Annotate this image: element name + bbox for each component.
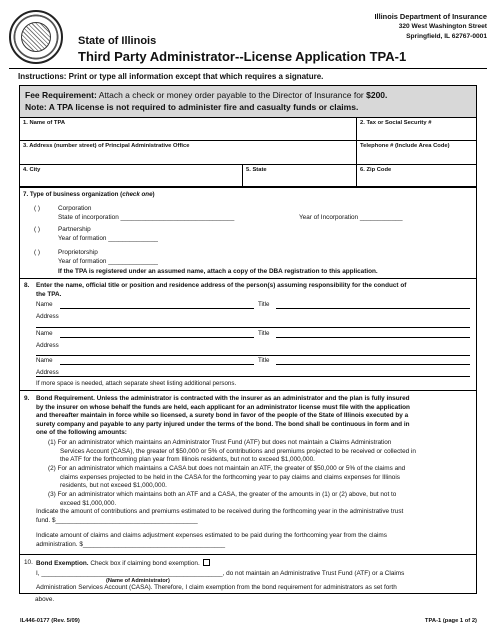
person1-title-label: Title [258, 301, 270, 308]
person2-title-label: Title [258, 330, 270, 337]
corporation-checkbox[interactable]: ( ) [34, 205, 41, 212]
zip-field[interactable]: 6. Zip Code [360, 167, 392, 173]
person2-title-line[interactable] [276, 337, 470, 338]
bond-item-1-line-1: Services Account (CASA), the greater of $50,000 or 5% of contributions and premiums projected to be received or collected in [60, 447, 416, 455]
bond-item-3-line-1: exceed $1,000,000. [60, 499, 117, 507]
exemption-text-line3: above. [35, 596, 55, 603]
atf-amount-field[interactable]: fund. $________________________________________ [36, 517, 198, 524]
bond-exemption-heading: Bond Exemption. Check box if claiming bond exemption. [36, 559, 210, 569]
exemption-text-line2: Administration Services Account (CASA). Therefore, I claim exemption from the bond requirement for administrators as set forth [36, 584, 397, 591]
fee-text: Attach a check or money order payable to the Director of Insurance for [98, 90, 367, 100]
bond-item-2-line-2: residents, but not exceed $1,000,000. [60, 482, 167, 489]
more-space-note: If more space is needed, attach separate sheet listing additional persons. [36, 380, 237, 387]
department-address [374, 12, 487, 41]
person1-name-label: Name [36, 301, 53, 308]
bond-item-1-line-2: the ATF for the forthcoming plan year from Illinois residents, but not to exceed $1,000,000. [60, 456, 315, 463]
telephone-field[interactable]: Telephone # (Include Area Code) [360, 143, 450, 149]
dept-street: 320 West Washington Street [398, 23, 487, 31]
person2-address-line[interactable] [36, 355, 470, 356]
form-title: Third Party Administrator--License Application TPA-1 [78, 49, 407, 64]
bond-line-1: by the insurer on whose behalf the funds are held, each applicant for an administrator license must file with the application [36, 403, 410, 411]
partnership-label: Partnership [58, 226, 91, 233]
dba-note: If the TPA is registered under an assumed name, attach a copy of the DBA registration to this application. [58, 268, 378, 275]
bond-item-2-line-1: claims expenses projected to be held in the CASA for the forthcoming year to pay claims and claims expenses for Illinois [60, 473, 400, 481]
person3-name-line[interactable] [60, 364, 254, 365]
section-bond-exemption [20, 555, 476, 594]
person3-title-label: Title [258, 357, 270, 364]
section8-number: 8. [24, 282, 30, 289]
state-incorporation-field[interactable]: State of incorporation ________________________________ [58, 214, 235, 221]
dept-city: Springfield, IL 62767-0001 [406, 32, 487, 40]
main-sections-box [19, 187, 477, 594]
fee-note: Note: A TPA license is not required to administer fire and casualty funds or claims. [25, 102, 359, 113]
proprietorship-year-field[interactable]: Year of formation ______________ [58, 258, 158, 265]
proprietorship-checkbox[interactable]: ( ) [34, 249, 41, 256]
person2-name-line[interactable] [60, 337, 254, 338]
instructions: Instructions: Print or type all information except that which requires a signature. [18, 72, 324, 81]
person1-address-line[interactable] [36, 327, 470, 328]
fee-label: Fee Requirement: [25, 90, 97, 100]
person3-address-line[interactable] [36, 376, 470, 377]
tax-ssn-field[interactable]: 2. Tax or Social Security # [360, 120, 432, 126]
person1-name-line[interactable] [60, 308, 254, 309]
person3-title-line[interactable] [276, 364, 470, 365]
partnership-checkbox[interactable]: ( ) [34, 226, 41, 233]
section8-text1: Enter the name, official title or position and residence address of the person(s) assuming responsibility for the conduct of [36, 282, 407, 289]
section-bond-requirement [20, 391, 476, 555]
dept-name: Illinois Department of Insurance [374, 12, 487, 21]
tpa-name-field[interactable]: 1. Name of TPA [20, 118, 357, 140]
corporation-label: Corporation [58, 205, 92, 212]
administrator-name-caption: (Name of Administrator) [106, 578, 170, 584]
form-id: IL446-0177 (Rev. 5/09) [20, 618, 80, 624]
bond-item-1-line-0: (1) For an administrator which maintains an Administrator Trust Fund (ATF) but does not maintain a Claims Administration [48, 439, 392, 446]
person1-title-line[interactable] [276, 308, 470, 309]
bond-item-2-line-0: (2) For an administrator which maintains a CASA but does not maintain an ATF, the greater of $50,000 or 5% of the claims and [48, 465, 406, 472]
person2-address-label: Address [36, 342, 59, 349]
fee-requirement-box [19, 85, 477, 117]
section9-number: 9. [24, 395, 30, 402]
bond-item-3-line-0: (3) For an administrator which maintains both an ATF and a CASA, the greater of the amounts in (1) or (2) above, but not to [48, 491, 397, 498]
state-name: State of Illinois [78, 35, 157, 47]
section8-text2: the TPA. [36, 291, 62, 298]
proprietorship-label: Proprietorship [58, 249, 98, 256]
person3-name-label: Name [36, 357, 53, 364]
person3-address-label: Address [36, 369, 59, 376]
state-field[interactable]: 5. State [243, 165, 357, 187]
seal-center [21, 22, 51, 52]
atf-amount-text: Indicate the amount of contributions and premiums estimated to be received during the forthcoming year in the administrative trust [36, 508, 404, 515]
business-org-heading: 7. Type of business organization (check one) [23, 191, 155, 198]
person1-address-label: Address [36, 313, 59, 320]
bond-line-2: and thereafter maintain in force while so licensed, a surety bond in favor of the people of the State of Illinois executed by a [36, 412, 409, 419]
section-responsible-persons [20, 279, 476, 391]
partnership-year-field[interactable]: Year of formation ______________ [58, 235, 158, 242]
city-field[interactable]: 4. City [20, 165, 243, 187]
address-field[interactable]: 3. Address (number street) of Principal Administrative Office [20, 141, 357, 164]
header-divider [9, 68, 487, 69]
casa-amount-text: Indicate amount of claims and claims adjustment expenses estimated to be paid during the forthcoming year from the claims [36, 532, 387, 539]
section-business-org [20, 188, 476, 279]
person2-name-label: Name [36, 330, 53, 337]
bond-exemption-checkbox[interactable] [203, 559, 210, 566]
fee-amount: $200. [366, 90, 388, 100]
bond-line-4: one of the following amounts: [36, 429, 127, 436]
applicant-info-grid [19, 117, 477, 187]
bond-line-0: Bond Requirement. Unless the administrator is contracted with the insurer as an administrator and the plan is fully insured [36, 395, 410, 402]
page-number: TPA-1 (page 1 of 2) [424, 618, 477, 624]
casa-amount-field[interactable]: administration. $________________________________________ [36, 541, 226, 548]
year-incorporation-field[interactable]: Year of Incorporation ____________ [299, 214, 403, 221]
section10-number: 10. [24, 559, 33, 566]
bond-line-3: surety company and payable to any party injured under the terms of the bond. The bond shall be continuous in form and in [36, 420, 410, 428]
exemption-name-line[interactable]: I, ___________________________________________________, do not maintain an Administrative Trust Fund (ATF) or a Claims [36, 570, 405, 577]
